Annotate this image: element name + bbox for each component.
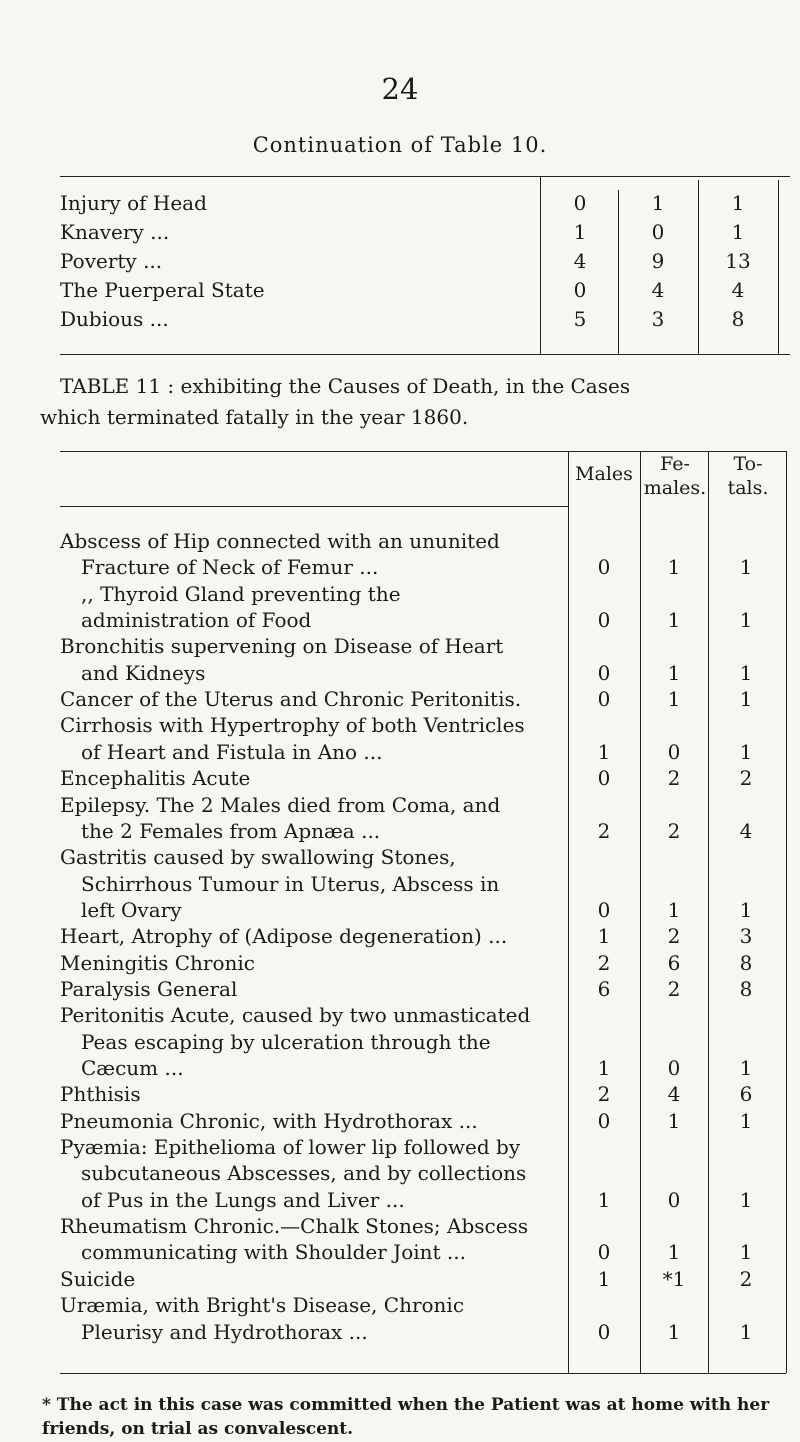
table11-row: [0, 794, 800, 816]
cell-males: 1: [597, 1188, 611, 1212]
cell-males: 2: [597, 1082, 611, 1106]
cell-totals: 3: [739, 924, 753, 948]
cell-totals: 1: [739, 1109, 753, 1133]
table11-row: [0, 1321, 800, 1343]
table10-row: [0, 308, 800, 330]
table11-row: [0, 978, 800, 1000]
table10-row: [0, 192, 800, 214]
cell-females: *1: [662, 1267, 686, 1291]
row-label: Schirrhous Tumour in Uterus, Abscess in: [81, 872, 500, 896]
row-label: Pyæmia: Epithelioma of lower lip followed by: [60, 1135, 521, 1159]
table11-row: [0, 662, 800, 684]
header-females: [642, 452, 708, 500]
table11-caption-line-1: TABLE 11 : exhibiting the Causes of Death, in the Cases: [60, 374, 631, 398]
cell-males: 0: [597, 1240, 611, 1264]
header-females-line-1: Fe-: [660, 453, 690, 475]
cell-males: 5: [573, 307, 587, 331]
table11-row: [0, 635, 800, 657]
cell-females: 6: [667, 951, 681, 975]
header-totals-line-1: To-: [733, 453, 763, 475]
row-label: of Heart and Fistula in Ano ...: [81, 740, 383, 764]
table11-row: [0, 1268, 800, 1290]
cell-females: 1: [667, 555, 681, 579]
row-label: Heart, Atrophy of (Adipose degeneration) ...: [60, 924, 508, 948]
header-males: Males: [575, 463, 633, 485]
table11-row: [0, 1162, 800, 1184]
table11-row: [0, 1215, 800, 1237]
cell-females: 1: [667, 1109, 681, 1133]
row-label: Knavery ...: [60, 220, 170, 244]
cell-females: 1: [667, 687, 681, 711]
footnote: * The act in this case was committed when the Patient was at home with her friends, on trial as convalescent.: [42, 1395, 770, 1439]
cell-females: 1: [667, 1240, 681, 1264]
cell-males: 1: [597, 1056, 611, 1080]
cell-males: 2: [597, 951, 611, 975]
cell-females: 1: [667, 1320, 681, 1344]
cell-totals: 8: [739, 977, 753, 1001]
table11-row: [0, 820, 800, 842]
cell-females: 2: [667, 766, 681, 790]
row-label: the 2 Females from Apnæa ...: [81, 819, 381, 843]
cell-males: 1: [597, 924, 611, 948]
row-label: Encephalitis Acute: [60, 766, 251, 790]
row-label: administration of Food: [81, 608, 312, 632]
cell-totals: 1: [739, 687, 753, 711]
cell-totals: 1: [739, 555, 753, 579]
row-label: Peritonitis Acute, caused by two unmasticated: [60, 1003, 531, 1027]
row-label: and Kidneys: [81, 661, 206, 685]
table11-row: [0, 925, 800, 947]
row-label: Pleurisy and Hydrothorax ...: [81, 1320, 368, 1344]
cell-males: 1: [573, 220, 587, 244]
table11-bottom-rule: [60, 1373, 786, 1374]
header-totals-line-2: tals.: [727, 477, 769, 499]
row-label: of Pus in the Lungs and Liver ...: [81, 1188, 405, 1212]
row-label: Gastritis caused by swallowing Stones,: [60, 845, 456, 869]
table11-row: [0, 1110, 800, 1132]
cell-totals: 1: [731, 191, 745, 215]
cell-females: 0: [667, 1056, 681, 1080]
table11-row: [0, 873, 800, 895]
cell-males: 0: [597, 1320, 611, 1344]
cell-totals: 6: [739, 1082, 753, 1106]
row-label: Injury of Head: [60, 191, 207, 215]
table11-row: [0, 1136, 800, 1158]
table11-row: [0, 767, 800, 789]
page-number: 24: [381, 72, 419, 106]
row-label: Epilepsy. The 2 Males died from Coma, and: [60, 793, 501, 817]
row-label: Poverty ...: [60, 249, 163, 273]
cell-males: 0: [597, 687, 611, 711]
table10-row: [0, 221, 800, 243]
row-label: Cæcum ...: [81, 1056, 184, 1080]
table11-row: [0, 1241, 800, 1263]
table11-row: [0, 530, 800, 552]
cell-totals: 1: [739, 740, 753, 764]
table11-row: [0, 1057, 800, 1079]
cell-females: 1: [667, 898, 681, 922]
cell-totals: 1: [739, 1188, 753, 1212]
table11-row: [0, 688, 800, 710]
row-label: Bronchitis supervening on Disease of Heart: [60, 634, 504, 658]
row-label: Suicide: [60, 1267, 136, 1291]
cell-females: 1: [667, 661, 681, 685]
table10-top-rule: [60, 176, 790, 177]
table11-row: [0, 952, 800, 974]
cell-totals: 1: [739, 661, 753, 685]
row-label: subcutaneous Abscesses, and by collections: [81, 1161, 527, 1185]
cell-totals: 2: [739, 766, 753, 790]
row-label: Uræmia, with Bright's Disease, Chronic: [60, 1293, 465, 1317]
cell-males: 6: [597, 977, 611, 1001]
table10-row: [0, 279, 800, 301]
cell-females: 9: [651, 249, 665, 273]
cell-males: 0: [597, 1109, 611, 1133]
table11-row: [0, 846, 800, 868]
cell-females: 3: [651, 307, 665, 331]
cell-totals: 8: [731, 307, 745, 331]
cell-males: 0: [597, 898, 611, 922]
row-label: Abscess of Hip connected with an ununited: [60, 529, 500, 553]
cell-females: 0: [667, 740, 681, 764]
row-label: left Ovary: [81, 898, 182, 922]
cell-totals: 1: [731, 220, 745, 244]
cell-females: 1: [667, 608, 681, 632]
cell-males: 2: [597, 819, 611, 843]
cell-totals: 2: [739, 1267, 753, 1291]
row-label: communicating with Shoulder Joint ...: [81, 1240, 466, 1264]
table11-row: [0, 609, 800, 631]
row-label: Dubious ...: [60, 307, 169, 331]
table11-row: [0, 556, 800, 578]
cell-males: 1: [597, 740, 611, 764]
continuation-title: Continuation of Table 10.: [252, 133, 548, 157]
header-totals: [710, 452, 786, 500]
row-label: Paralysis General: [60, 977, 238, 1001]
table11-row: [0, 1189, 800, 1211]
cell-totals: 4: [739, 819, 753, 843]
cell-females: 0: [651, 220, 665, 244]
cell-females: 2: [667, 819, 681, 843]
row-label: Meningitis Chronic: [60, 951, 255, 975]
table11-caption-line-2: which terminated fatally in the year 1860.: [40, 405, 469, 429]
cell-totals: 1: [739, 898, 753, 922]
cell-males: 0: [597, 766, 611, 790]
cell-totals: 4: [731, 278, 745, 302]
cell-females: 2: [667, 924, 681, 948]
table11-row: [0, 1083, 800, 1105]
cell-females: 0: [667, 1188, 681, 1212]
table11-caption: [40, 371, 790, 433]
row-label: Fracture of Neck of Femur ...: [81, 555, 379, 579]
cell-totals: 1: [739, 608, 753, 632]
row-label: Cirrhosis with Hypertrophy of both Ventricles: [60, 713, 525, 737]
table11-row: [0, 899, 800, 921]
cell-females: 1: [651, 191, 665, 215]
cell-males: 0: [597, 555, 611, 579]
cell-totals: 13: [725, 249, 751, 273]
table11-row: [0, 714, 800, 736]
table11-row: [0, 1031, 800, 1053]
cell-males: 0: [573, 191, 587, 215]
table11-row: [0, 1004, 800, 1026]
cell-totals: 1: [739, 1056, 753, 1080]
table11-row: [0, 741, 800, 763]
table11-row: [0, 1294, 800, 1316]
cell-totals: 1: [739, 1240, 753, 1264]
row-label: The Puerperal State: [60, 278, 265, 302]
table10-row: [0, 250, 800, 272]
row-label: Cancer of the Uterus and Chronic Peritonitis.: [60, 687, 522, 711]
row-label: Peas escaping by ulceration through the: [81, 1030, 491, 1054]
cell-females: 2: [667, 977, 681, 1001]
table11-header-rule: [60, 506, 568, 507]
cell-totals: 8: [739, 951, 753, 975]
cell-males: 1: [597, 1267, 611, 1291]
row-label: ,, Thyroid Gland preventing the: [81, 582, 401, 606]
row-label: Pneumonia Chronic, with Hydrothorax ...: [60, 1109, 478, 1133]
cell-males: 0: [597, 661, 611, 685]
cell-males: 0: [573, 278, 587, 302]
cell-males: 0: [597, 608, 611, 632]
cell-females: 4: [651, 278, 665, 302]
table10-bottom-rule: [60, 354, 790, 355]
table11-row: [0, 583, 800, 605]
row-label: Rheumatism Chronic.—Chalk Stones; Abscess: [60, 1214, 529, 1238]
row-label: Phthisis: [60, 1082, 141, 1106]
header-females-line-2: males.: [643, 477, 707, 499]
cell-totals: 1: [739, 1320, 753, 1344]
cell-females: 4: [667, 1082, 681, 1106]
cell-males: 4: [573, 249, 587, 273]
